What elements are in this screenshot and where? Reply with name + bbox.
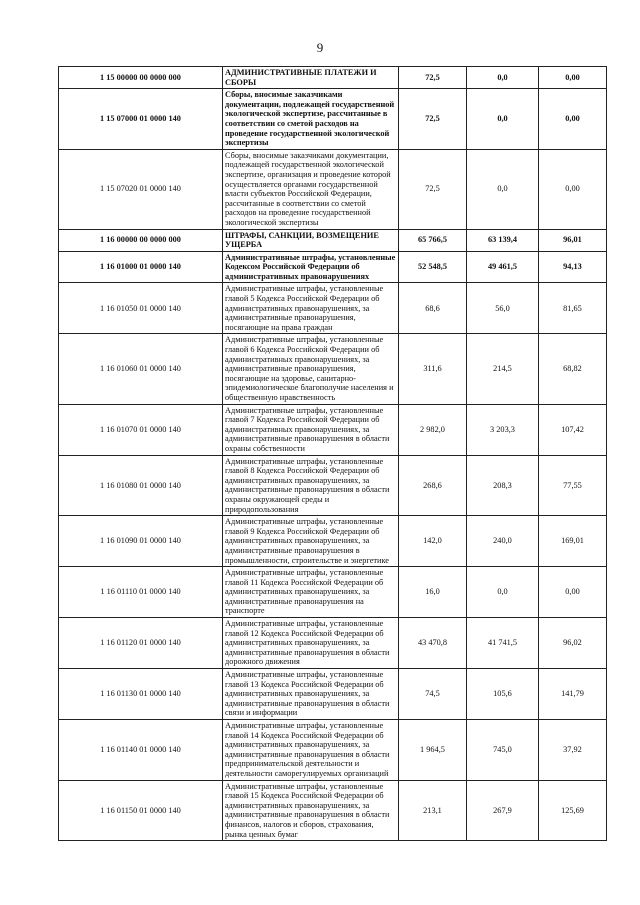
budget-code-cell: 1 15 00000 00 0000 000 — [59, 67, 223, 89]
budget-code-cell: 1 16 00000 00 0000 000 — [59, 229, 223, 251]
budget-table-body — [59, 67, 607, 841]
budget-code-cell: 1 16 01000 01 0000 140 — [59, 251, 223, 283]
item-name-cell: АДМИНИСТРАТИВНЫЕ ПЛАТЕЖИ И СБОРЫ — [223, 67, 399, 89]
plan-amount-cell: 65 766,5 — [399, 229, 467, 251]
percent-cell: 68,82 — [539, 334, 607, 404]
plan-amount-cell: 268,6 — [399, 455, 467, 516]
actual-amount-cell: 0,0 — [467, 89, 539, 150]
percent-cell: 0,00 — [539, 67, 607, 89]
table-row — [59, 516, 607, 567]
budget-code-cell: 1 16 01070 01 0000 140 — [59, 404, 223, 455]
budget-code-cell: 1 16 01080 01 0000 140 — [59, 455, 223, 516]
actual-amount-cell: 214,5 — [467, 334, 539, 404]
item-name-cell: Административные штрафы, установленные главой 13 Кодекса Российской Федерации об административных правонарушениях, за административные правонарушения в области связи и информации — [223, 669, 399, 720]
table-row — [59, 455, 607, 516]
item-name-cell: Административные штрафы, установленные главой 15 Кодекса Российской Федерации об административных правонарушениях, за административные правонарушения в области финансов, налогов и сборов, страхования, рынка ценных бумаг — [223, 780, 399, 841]
plan-amount-cell: 213,1 — [399, 780, 467, 841]
plan-amount-cell: 142,0 — [399, 516, 467, 567]
item-name-cell: ШТРАФЫ, САНКЦИИ, ВОЗМЕЩЕНИЕ УЩЕРБА — [223, 229, 399, 251]
budget-code-cell: 1 16 01090 01 0000 140 — [59, 516, 223, 567]
table-row — [59, 720, 607, 781]
plan-amount-cell: 68,6 — [399, 283, 467, 334]
percent-cell: 107,42 — [539, 404, 607, 455]
budget-code-cell: 1 16 01140 01 0000 140 — [59, 720, 223, 781]
item-name-cell: Административные штрафы, установленные главой 8 Кодекса Российской Федерации об административных правонарушениях, за административные правонарушения в области охраны окружающей среды и природопользования — [223, 455, 399, 516]
percent-cell: 169,01 — [539, 516, 607, 567]
actual-amount-cell: 267,9 — [467, 780, 539, 841]
budget-code-cell: 1 16 01120 01 0000 140 — [59, 618, 223, 669]
budget-code-cell: 1 15 07020 01 0000 140 — [59, 149, 223, 229]
item-name-cell: Административные штрафы, установленные Кодексом Российской Федерации об административных правонарушениях — [223, 251, 399, 283]
budget-table — [58, 66, 607, 841]
table-row — [59, 89, 607, 150]
item-name-cell: Административные штрафы, установленные главой 14 Кодекса Российской Федерации об административных правонарушениях, за административные правонарушения в области предпринимательской деятельности и деятельности саморегулируемых организаций — [223, 720, 399, 781]
actual-amount-cell: 745,0 — [467, 720, 539, 781]
percent-cell: 0,00 — [539, 149, 607, 229]
plan-amount-cell: 72,5 — [399, 149, 467, 229]
actual-amount-cell: 63 139,4 — [467, 229, 539, 251]
percent-cell: 77,55 — [539, 455, 607, 516]
plan-amount-cell: 43 470,8 — [399, 618, 467, 669]
item-name-cell: Административные штрафы, установленные главой 11 Кодекса Российской Федерации об административных правонарушениях, за административные правонарушения на транспорте — [223, 567, 399, 618]
item-name-cell: Сборы, вносимые заказчиками документации, подлежащей государственной экологической экспертизе, рассчитанные в соответствии со сметой расходов на проведение государственной экологической экспертизы — [223, 89, 399, 150]
budget-code-cell: 1 16 01060 01 0000 140 — [59, 334, 223, 404]
table-row — [59, 149, 607, 229]
budget-code-cell: 1 16 01050 01 0000 140 — [59, 283, 223, 334]
table-row — [59, 334, 607, 404]
actual-amount-cell: 240,0 — [467, 516, 539, 567]
item-name-cell: Административные штрафы, установленные главой 6 Кодекса Российской Федерации об административных правонарушениях, за административные правонарушения, посягающие на здоровье, санитарно-эпидемиологическое благополучие населения и общественную нравственность — [223, 334, 399, 404]
actual-amount-cell: 0,0 — [467, 149, 539, 229]
budget-code-cell: 1 15 07000 01 0000 140 — [59, 89, 223, 150]
table-row — [59, 618, 607, 669]
percent-cell: 37,92 — [539, 720, 607, 781]
percent-cell: 94,13 — [539, 251, 607, 283]
percent-cell: 0,00 — [539, 89, 607, 150]
table-row — [59, 229, 607, 251]
table-row — [59, 67, 607, 89]
page-number: 9 — [316, 40, 324, 55]
item-name-cell: Административные штрафы, установленные главой 9 Кодекса Российской Федерации об административных правонарушениях, за административные правонарушения в промышленности, строительстве и энергетике — [223, 516, 399, 567]
plan-amount-cell: 311,6 — [399, 334, 467, 404]
budget-code-cell: 1 16 01110 01 0000 140 — [59, 567, 223, 618]
plan-amount-cell: 52 548,5 — [399, 251, 467, 283]
actual-amount-cell: 0,0 — [467, 67, 539, 89]
table-row — [59, 669, 607, 720]
budget-code-cell: 1 16 01150 01 0000 140 — [59, 780, 223, 841]
table-row — [59, 283, 607, 334]
plan-amount-cell: 74,5 — [399, 669, 467, 720]
percent-cell: 81,65 — [539, 283, 607, 334]
actual-amount-cell: 3 203,3 — [467, 404, 539, 455]
plan-amount-cell: 1 964,5 — [399, 720, 467, 781]
actual-amount-cell: 49 461,5 — [467, 251, 539, 283]
percent-cell: 0,00 — [539, 567, 607, 618]
table-row — [59, 567, 607, 618]
table-row — [59, 404, 607, 455]
item-name-cell: Административные штрафы, установленные главой 12 Кодекса Российской Федерации об административных правонарушениях, за административные правонарушения в области дорожного движения — [223, 618, 399, 669]
plan-amount-cell: 72,5 — [399, 89, 467, 150]
item-name-cell: Сборы, вносимые заказчиками документации, подлежащей государственной экологической экспертизе, организация и проведение которой осуществляется органами государственной власти субъектов Российской Федерации, рассчитанные в соответствии со сметой расходов на проведение государственной экологической экспертизы — [223, 149, 399, 229]
percent-cell: 96,01 — [539, 229, 607, 251]
plan-amount-cell: 72,5 — [399, 67, 467, 89]
plan-amount-cell: 16,0 — [399, 567, 467, 618]
actual-amount-cell: 41 741,5 — [467, 618, 539, 669]
table-row — [59, 780, 607, 841]
actual-amount-cell: 208,3 — [467, 455, 539, 516]
plan-amount-cell: 2 982,0 — [399, 404, 467, 455]
percent-cell: 125,69 — [539, 780, 607, 841]
item-name-cell: Административные штрафы, установленные главой 7 Кодекса Российской Федерации об административных правонарушениях, за административные правонарушения в области охраны собственности — [223, 404, 399, 455]
item-name-cell: Административные штрафы, установленные главой 5 Кодекса Российской Федерации об административных правонарушениях, за административные правонарушения, посягающие на права граждан — [223, 283, 399, 334]
actual-amount-cell: 0,0 — [467, 567, 539, 618]
table-row — [59, 251, 607, 283]
actual-amount-cell: 105,6 — [467, 669, 539, 720]
budget-code-cell: 1 16 01130 01 0000 140 — [59, 669, 223, 720]
percent-cell: 141,79 — [539, 669, 607, 720]
percent-cell: 96,02 — [539, 618, 607, 669]
actual-amount-cell: 56,0 — [467, 283, 539, 334]
